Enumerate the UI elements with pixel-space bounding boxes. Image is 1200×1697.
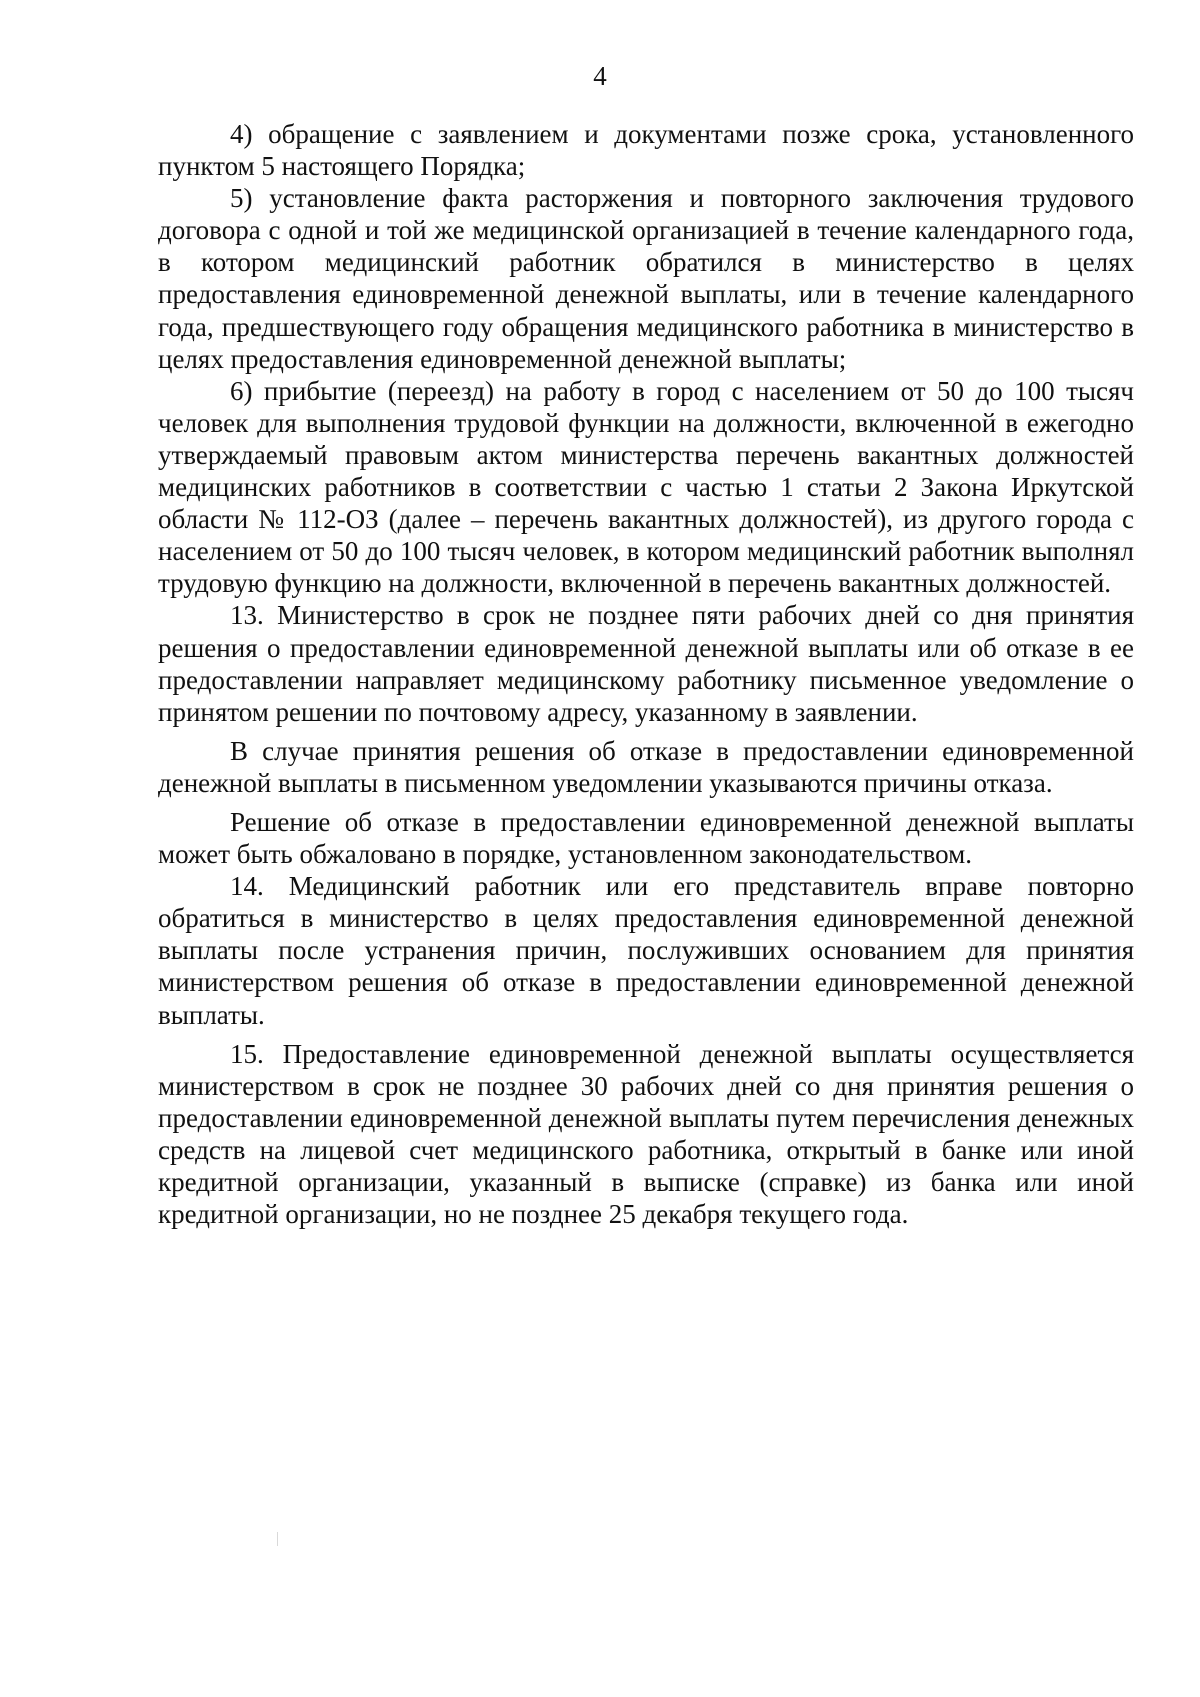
scan-artifact: [277, 1532, 278, 1546]
paragraph-item-5: 5) установление факта расторжения и повторного заключения трудового договора с одной и той же медицинской организацией в течение календарного года, в котором медицинский работник обратился в министерство в целях предоставления единовременной денежной выплаты, или в течение календарного года, предшествующего году обращения медицинского работника в министерство в целях предоставления единовременной денежной выплаты;: [158, 183, 1134, 374]
paragraph-item-6: 6) прибытие (переезд) на работу в город с населением от 50 до 100 тысяч человек для выполнения трудовой функции на должности, включенной в ежегодно утверждаемый правовым актом министерства перечень вакантных должностей медицинских работников в соответствии с частью 1 статьи 2 Закона Иркутской области № 112-ОЗ (далее – перечень вакантных должностей), из другого города с населением от 50 до 100 тысяч человек, в котором медицинский работник выполнял трудовую функцию на должности, включенной в перечень вакантных должностей.: [158, 375, 1134, 599]
document-body: [158, 118, 1134, 1230]
page-number: 4: [593, 61, 607, 91]
paragraph-appeal: Решение об отказе в предоставлении единовременной денежной выплаты может быть обжаловано в порядке, установленном законодательством.: [158, 806, 1134, 870]
paragraph-clause-13: 13. Министерство в срок не позднее пяти рабочих дней со дня принятия решения о предоставлении единовременной денежной выплаты или об отказе в ее предоставлении направляет медицинскому работнику письменное уведомление о принятом решении по почтовому адресу, указанному в заявлении.: [158, 600, 1134, 727]
paragraph-item-4: 4) обращение с заявлением и документами позже срока, установленного пунктом 5 настоящего Порядка;: [158, 119, 1134, 182]
paragraph-refusal-reasons: В случае принятия решения об отказе в предоставлении единовременной денежной выплаты в письменном уведомлении указываются причины отказа.: [158, 735, 1134, 798]
paragraph-clause-15: 15. Предоставление единовременной денежной выплаты осуществляется министерством в срок не позднее 30 рабочих дней со дня принятия решения о предоставлении единовременной денежной выплаты путем перечисления денежных средств на лицевой счет медицинского работника, открытый в банке или иной кредитной организации, указанный в выписке (справке) из банка или иной кредитной организации, но не позднее 25 декабря текущего года.: [158, 1038, 1134, 1230]
paragraph-clause-14: 14. Медицинский работник или его представитель вправе повторно обратиться в министерство в целях предоставления единовременной денежной выплаты после устранения причин, послуживших основанием для принятия министерством решения об отказе в предоставлении единовременной денежной выплаты.: [158, 871, 1134, 1030]
